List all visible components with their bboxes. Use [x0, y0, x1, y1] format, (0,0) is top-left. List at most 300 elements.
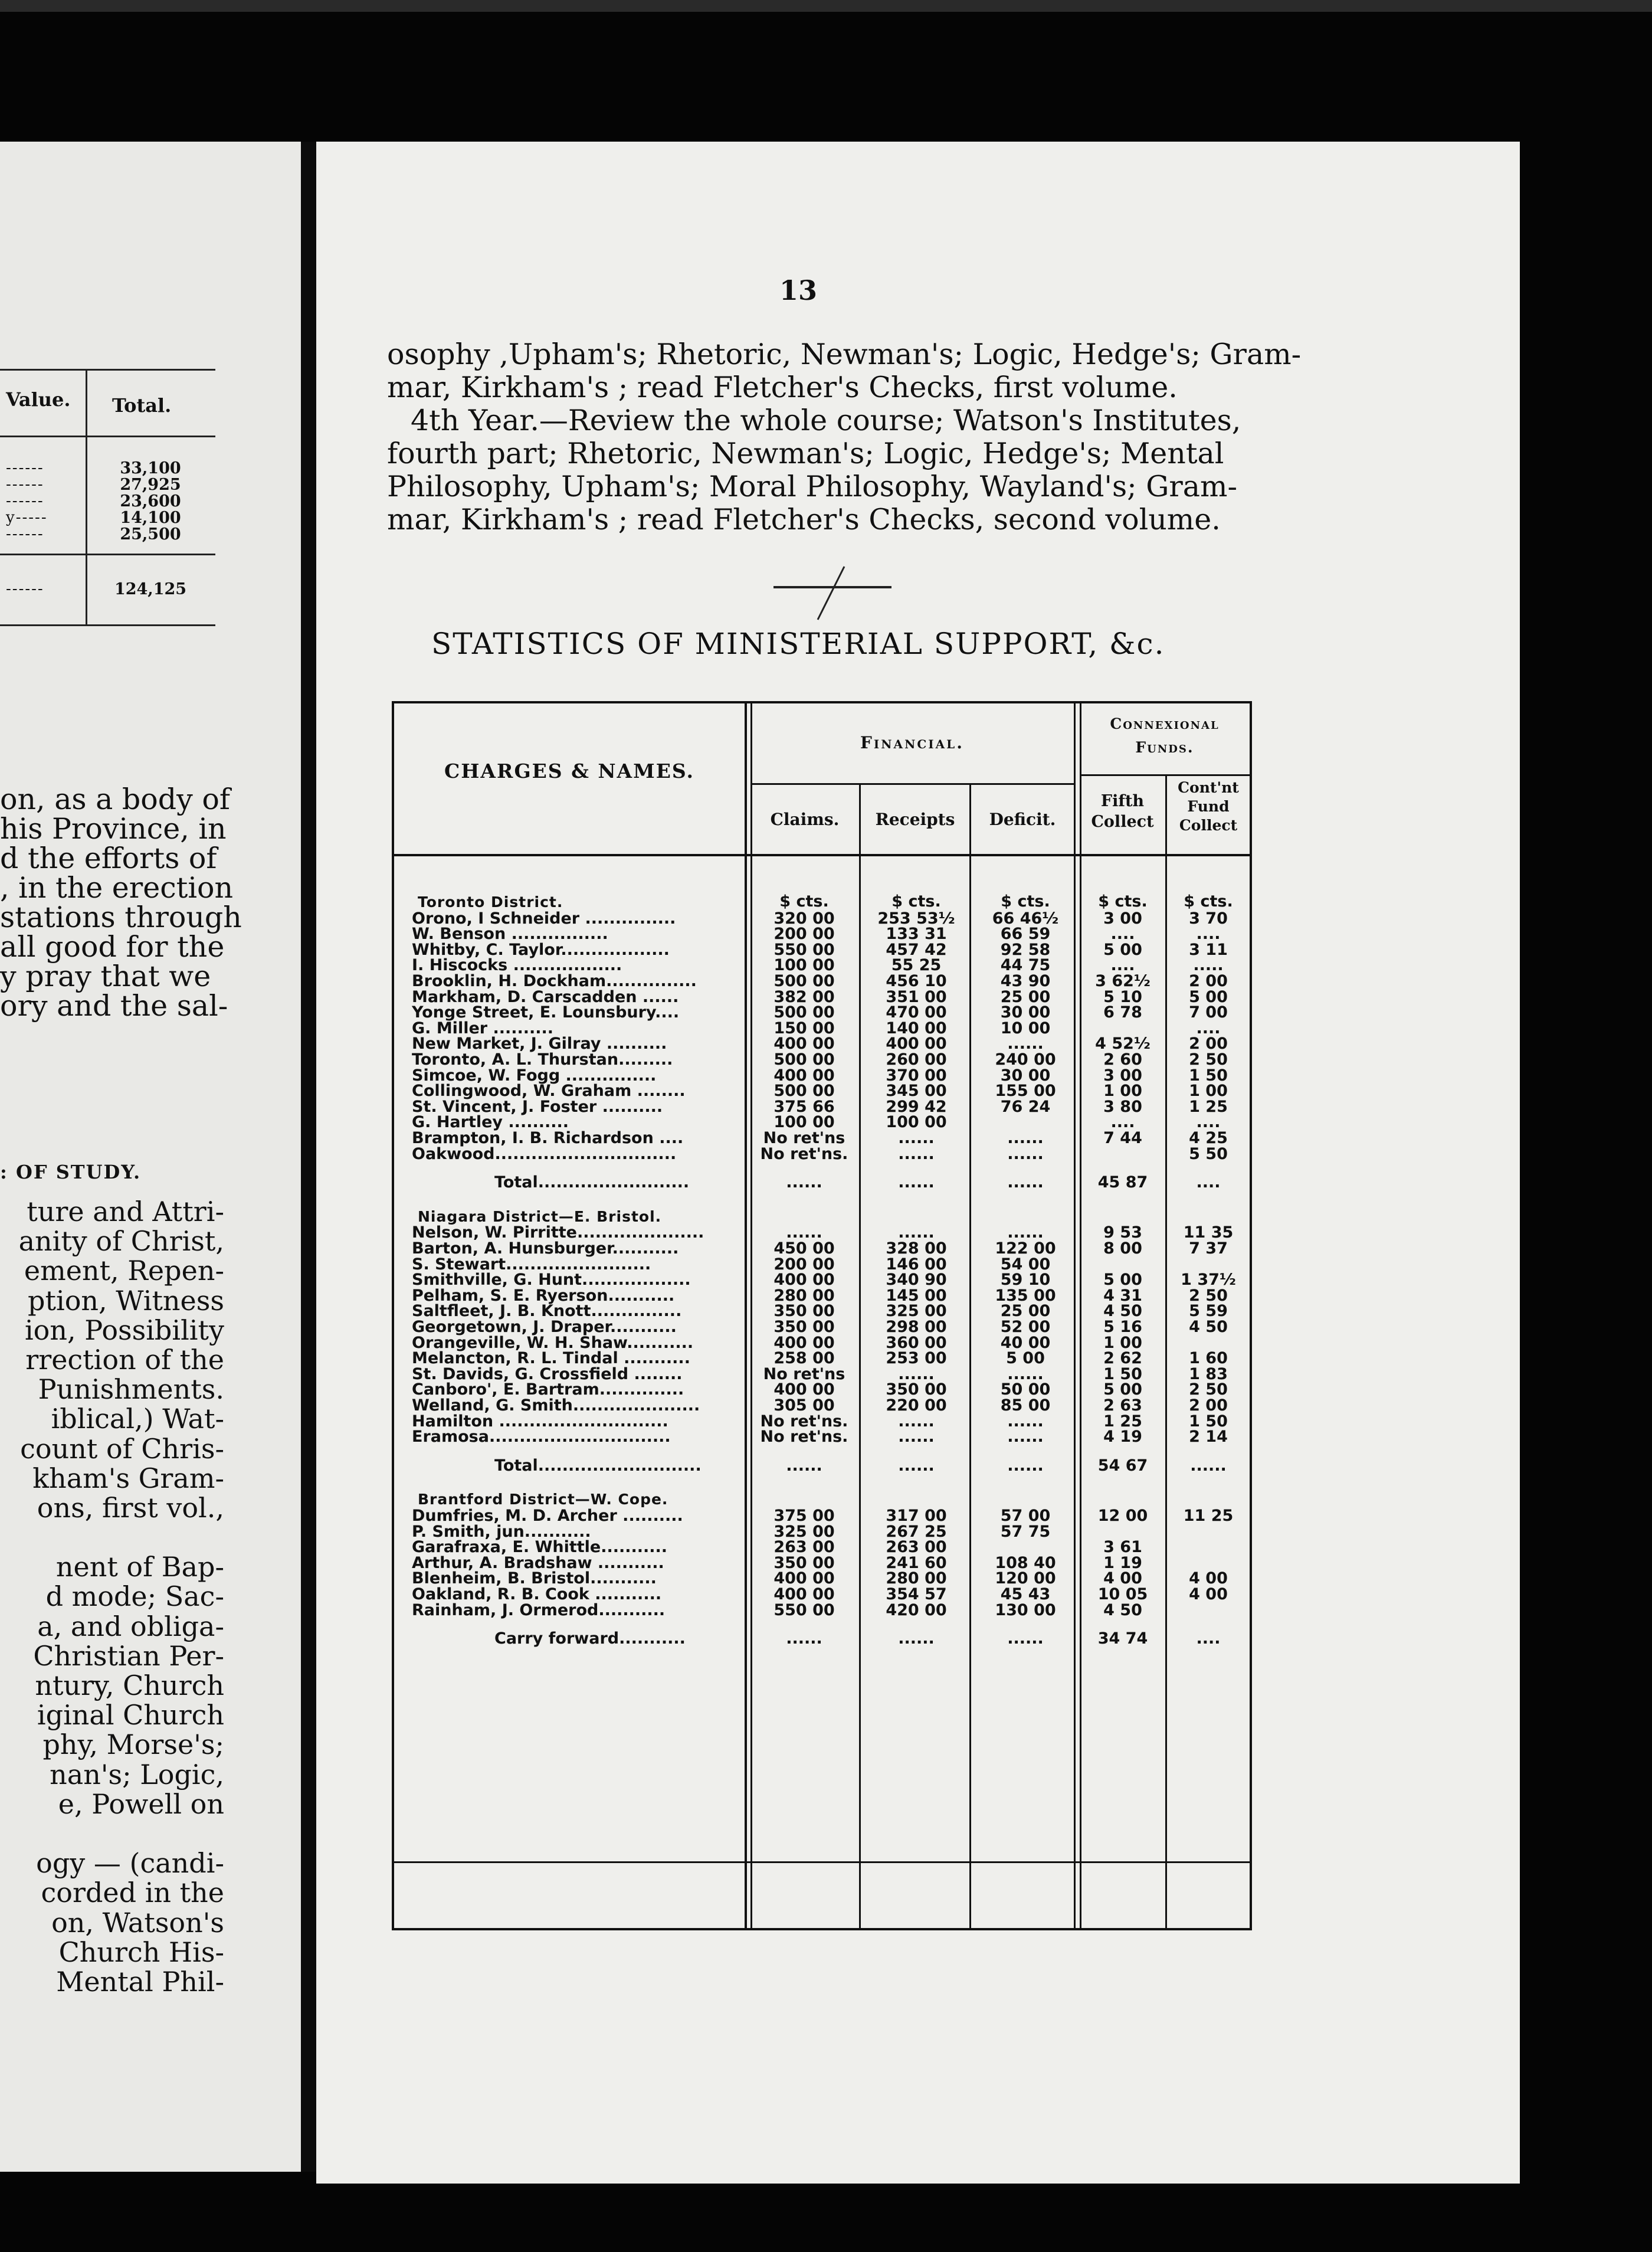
fifth-collect-cell: 5 00: [1103, 1271, 1142, 1289]
total-row: [394, 1629, 1250, 1648]
table-row: [394, 925, 1250, 944]
charge-name: W. Benson ................: [412, 925, 608, 944]
receipts-cell: ......: [898, 1428, 935, 1446]
deficit-cell: 40 00: [1000, 1333, 1051, 1352]
claims-cell: 400 00: [773, 1271, 835, 1289]
claims-cell: 320 00: [773, 909, 835, 928]
charge-name: Canboro', E. Bartram..............: [412, 1380, 684, 1399]
claims-cell: 400 00: [773, 1569, 835, 1588]
contingent-fund-cell: 3 70: [1189, 909, 1228, 928]
left-row-value: ------: [6, 525, 44, 543]
deficit-cell: ......: [1007, 1364, 1044, 1383]
left-study-line: nan's; Logic,: [50, 1758, 224, 1791]
claims-cell: 350 00: [773, 1302, 835, 1321]
fifth-collect-cell: ....: [1110, 956, 1135, 975]
fifth-collect-cell: 1 25: [1103, 1412, 1142, 1431]
contingent-fund-cell: 1 83: [1189, 1364, 1228, 1383]
deficit-cell: 122 00: [995, 1239, 1056, 1258]
receipts-cell: 55 25: [891, 956, 942, 975]
receipts-cell: 280 00: [886, 1569, 947, 1588]
claims-header: Claims.: [770, 810, 840, 829]
fifth-collect-cell: ....: [1110, 1113, 1135, 1132]
contingent-fund-header-2: Fund: [1187, 798, 1230, 815]
charge-name: Melancton, R. L. Tindal ...........: [412, 1349, 690, 1368]
claims-cell: 305 00: [773, 1396, 835, 1415]
contingent-fund-cell: 2 00: [1189, 1035, 1228, 1053]
receipts-cell: 354 57: [886, 1585, 947, 1603]
receipts-cell: 298 00: [886, 1318, 947, 1336]
left-study-line: anity of Christ,: [18, 1225, 224, 1258]
table-row: [394, 988, 1250, 1004]
charge-name: St. Vincent, J. Foster ..........: [412, 1097, 663, 1116]
fifth-collect-cell: ....: [1110, 925, 1135, 944]
table-row: [394, 1396, 1250, 1415]
table-row: [394, 1554, 1250, 1570]
table-row: [394, 1019, 1250, 1035]
charge-name: Orono, I Schneider ...............: [412, 909, 676, 928]
charge-name: Brampton, I. B. Richardson ....: [412, 1129, 684, 1147]
charge-name: Brooklin, H. Dockham...............: [412, 972, 697, 990]
fifth-collect-cell: 8 00: [1103, 1239, 1142, 1258]
left-study-line: ion, Possibility: [24, 1314, 224, 1346]
contingent-fund-cell: .....: [1193, 956, 1224, 975]
receipts-cell: 340 90: [886, 1271, 947, 1289]
deficit-cell: 57 00: [1000, 1507, 1051, 1525]
deficit-header: Deficit.: [989, 810, 1056, 829]
deficit-cell: ......: [1007, 1629, 1044, 1648]
contingent-fund-cell: 1 50: [1189, 1412, 1228, 1431]
left-table-divider: [86, 371, 87, 624]
deficit-cell: 43 90: [1000, 972, 1051, 990]
deficit-cell: 66 59: [1000, 925, 1051, 944]
deficit-cell: 10 00: [1000, 1019, 1051, 1037]
receipts-cell: ......: [898, 1364, 935, 1383]
table-row: [394, 1082, 1250, 1101]
receipts-header: Receipts: [875, 810, 955, 829]
deficit-cell: 25 00: [1000, 1302, 1051, 1321]
receipts-cell: ......: [898, 1456, 935, 1475]
table-row: [394, 1066, 1250, 1085]
claims-cell: 200 00: [773, 925, 835, 944]
deficit-cell: 76 24: [1000, 1097, 1051, 1116]
claims-cell: 100 00: [773, 956, 835, 975]
deficit-cell: 66 46½: [992, 909, 1059, 928]
receipts-cell: 325 00: [886, 1302, 947, 1321]
contingent-fund-cell: ....: [1196, 1113, 1221, 1132]
table-row: [394, 1286, 1250, 1305]
receipts-cell: 350 00: [886, 1380, 947, 1399]
left-text-line: ory and the sal-: [0, 989, 228, 1023]
connexional-header: Connexional: [1110, 715, 1220, 732]
claims-cell: 375 66: [773, 1097, 835, 1116]
charge-name: Smithville, G. Hunt..................: [412, 1271, 691, 1289]
charge-name: Total.........................: [494, 1173, 690, 1192]
claims-cell: No ret'ns: [763, 1129, 845, 1147]
left-row-total: 23,600: [120, 492, 181, 510]
left-study-line: [0, 1524, 224, 1553]
receipts-cell: 267 25: [886, 1522, 947, 1541]
contingent-fund-cell: 2 00: [1189, 1396, 1228, 1415]
contingent-fund-cell: 4 00: [1189, 1569, 1228, 1588]
left-text-line: on, as a body of: [0, 783, 231, 816]
contingent-fund-cell: 1 50: [1189, 1066, 1228, 1085]
charge-name: St. Davids, G. Crossfield ........: [412, 1364, 683, 1383]
receipts-cell: 133 31: [886, 925, 947, 944]
claims-cell: 382 00: [773, 987, 835, 1006]
table-row: [394, 1255, 1250, 1274]
deficit-cell: 135 00: [995, 1286, 1056, 1305]
receipts-cell: 260 00: [886, 1050, 947, 1069]
charge-name: New Market, J. Gilray ..........: [412, 1035, 667, 1053]
fifth-collect-cell: 4 31: [1103, 1286, 1142, 1305]
charge-name: Pelham, S. E. Ryerson...........: [412, 1286, 675, 1305]
table-row: [394, 1318, 1250, 1334]
left-paragraph: [0, 783, 242, 1023]
total-row: [394, 1173, 1250, 1192]
receipts-cell: 145 00: [886, 1286, 947, 1305]
course-paragraph: [387, 338, 1302, 536]
fifth-collect-cell: 1 00: [1103, 1333, 1142, 1352]
charge-name: Hamilton ............................: [412, 1412, 668, 1431]
charge-name: P. Smith, jun...........: [412, 1522, 591, 1541]
charge-name: Simcoe, W. Fogg ...............: [412, 1066, 657, 1085]
contingent-fund-cell: 1 00: [1189, 1082, 1228, 1101]
charge-name: Rainham, J. Ormerod...........: [412, 1600, 666, 1619]
left-study-line: Punishments.: [38, 1373, 224, 1406]
claims-cell: 400 00: [773, 1066, 835, 1085]
contingent-fund-cell: 2 00: [1189, 972, 1228, 990]
table-row: [394, 1380, 1250, 1399]
charges-names-header: CHARGES & NAMES.: [444, 760, 694, 783]
contingent-fund-cell: 2 50: [1189, 1050, 1228, 1069]
district-row: [394, 1491, 1250, 1507]
charge-name: Oakwood..............................: [412, 1144, 677, 1163]
charge-name: Welland, G. Smith.....................: [412, 1396, 700, 1415]
left-row-total: 25,500: [120, 525, 181, 544]
table-row: [394, 1003, 1250, 1022]
charge-name: G. Hartley ..........: [412, 1113, 569, 1132]
value-header: Value.: [6, 388, 71, 411]
left-study-line: ption, Witness: [28, 1284, 224, 1317]
left-text-line: , in the erection: [0, 871, 234, 905]
table-row: [394, 972, 1250, 988]
deficit-cell: 108 40: [995, 1553, 1056, 1572]
receipts-cell: 146 00: [886, 1255, 947, 1274]
receipts-cell: 420 00: [886, 1600, 947, 1619]
row-rule: [1080, 774, 1250, 776]
contingent-fund-cell: 5 59: [1189, 1302, 1228, 1321]
contingent-fund-cell: ....: [1196, 1629, 1221, 1648]
deficit-cell: 57 75: [1000, 1522, 1051, 1541]
left-study-line: rrection of the: [25, 1343, 224, 1376]
receipts-cell: 328 00: [886, 1239, 947, 1258]
contingent-fund-header-3: Collect: [1179, 817, 1238, 834]
contingent-fund-cell: 3 11: [1189, 940, 1228, 959]
table-row: [394, 1569, 1250, 1588]
fifth-collect-cell: 2 62: [1103, 1349, 1142, 1368]
receipts-cell: ......: [898, 1173, 935, 1192]
left-study-line: iblical,) Wat-: [51, 1403, 224, 1435]
fifth-collect-header-2: Collect: [1091, 813, 1154, 831]
deficit-cell: ......: [1007, 1456, 1044, 1475]
contingent-fund-cell: ....: [1196, 925, 1221, 944]
fifth-collect-cell: 3 00: [1103, 909, 1142, 928]
fifth-collect-cell: 45 87: [1097, 1173, 1148, 1192]
left-study-line: iginal Church: [37, 1699, 224, 1731]
deficit-cell: 30 00: [1000, 1003, 1051, 1022]
left-row-total: 14,100: [120, 509, 181, 527]
receipts-cell: 351 00: [886, 987, 947, 1006]
receipts-cell: 360 00: [886, 1333, 947, 1352]
fifth-collect-cell: 4 19: [1103, 1428, 1142, 1446]
receipts-cell: ......: [898, 1412, 935, 1431]
claims-cell: 350 00: [773, 1318, 835, 1336]
table-row: [394, 1271, 1250, 1287]
fifth-collect-cell: 3 61: [1103, 1538, 1142, 1557]
table-row: [394, 1334, 1250, 1350]
left-study-line: on, Watson's: [51, 1906, 224, 1939]
contnt-unit: $ cts.: [1184, 892, 1233, 911]
deficit-cell: 85 00: [1000, 1396, 1051, 1415]
district-row: [394, 893, 1250, 909]
table-row: [394, 1601, 1250, 1617]
top-edge: [0, 0, 1652, 12]
paragraph-line: mar, Kirkham's ; read Fletcher's Checks, first volume.: [387, 371, 1178, 404]
fifth-collect-cell: 5 10: [1103, 987, 1142, 1006]
left-text-line: all good for the: [0, 930, 225, 964]
deficit-cell: 240 00: [995, 1050, 1056, 1069]
receipts-cell: 400 00: [886, 1035, 947, 1053]
charge-name: G. Miller ..........: [412, 1019, 554, 1037]
claims-cell: 550 00: [773, 1600, 835, 1619]
left-study-line: Mental Phil-: [56, 1965, 224, 1998]
charge-name: Total...........................: [494, 1456, 702, 1475]
paragraph-line: mar, Kirkham's ; read Fletcher's Checks, second volume.: [387, 503, 1221, 536]
fifth-collect-cell: 4 52½: [1095, 1035, 1150, 1053]
left-row-value: ------: [6, 476, 44, 493]
table-row: [394, 956, 1250, 975]
fifth-collect-cell: 1 50: [1103, 1364, 1142, 1383]
charge-name: Carry forward...........: [494, 1629, 686, 1648]
table-row: [394, 1538, 1250, 1557]
receipts-cell: 253 00: [886, 1349, 947, 1368]
left-study-line: ons, first vol.,: [37, 1491, 224, 1524]
charge-name: Whitby, C. Taylor..................: [412, 940, 670, 959]
receipts-cell: 299 42: [886, 1097, 947, 1116]
contingent-fund-cell: 2 50: [1189, 1286, 1228, 1305]
left-row-value: ------: [6, 492, 44, 510]
deficit-cell: 5 00: [1006, 1349, 1045, 1368]
charge-name: Yonge Street, E. Lounsbury....: [412, 1003, 680, 1022]
claims-cell: 400 00: [773, 1380, 835, 1399]
left-study-line: Church His-: [58, 1936, 224, 1968]
table-row: [394, 1098, 1250, 1114]
charge-name: Garafraxa, E. Whittle...........: [412, 1538, 668, 1557]
claims-cell: 200 00: [773, 1255, 835, 1274]
left-row-total: 33,100: [120, 459, 181, 477]
fifth-collect-cell: 3 80: [1103, 1097, 1142, 1116]
deficit-cell: 25 00: [1000, 987, 1051, 1006]
claims-cell: 325 00: [773, 1522, 835, 1541]
table-title: STATISTICS OF MINISTERIAL SUPPORT, &c.: [431, 627, 1165, 661]
claims-cell: 500 00: [773, 972, 835, 990]
district-row: [394, 1208, 1250, 1224]
total-header: Total.: [112, 394, 172, 417]
charge-name: Saltfleet, J. B. Knott...............: [412, 1302, 682, 1321]
statistics-table: [392, 701, 1252, 1930]
table-row: [394, 1223, 1250, 1242]
receipts-cell: 370 00: [886, 1066, 947, 1085]
fifth-collect-cell: 5 00: [1103, 940, 1142, 959]
fifth-collect-cell: 5 16: [1103, 1318, 1142, 1336]
left-row-total: 27,925: [120, 476, 181, 494]
table-row: [394, 1523, 1250, 1539]
left-row-value: ------: [6, 459, 44, 477]
right-page: [316, 142, 1520, 2184]
left-table-sum-line: [0, 554, 215, 555]
charge-name: Barton, A. Hunsburger...........: [412, 1239, 679, 1258]
left-study-line: d mode; Sac-: [45, 1580, 224, 1613]
receipts-cell: ......: [898, 1223, 935, 1242]
left-page: [0, 142, 307, 2172]
left-study-line: e, Powell on: [58, 1788, 224, 1820]
left-sum-total: 124,125: [114, 580, 187, 598]
fifth-collect-cell: 10 05: [1097, 1585, 1148, 1603]
claims-cell: No ret'ns.: [760, 1144, 848, 1163]
claims-cell: 280 00: [773, 1286, 835, 1305]
fifth-collect-cell: 34 74: [1097, 1629, 1148, 1648]
claims-cell: 550 00: [773, 940, 835, 959]
left-table-header: [0, 371, 215, 437]
left-text-line: his Province, in: [0, 812, 227, 846]
deficit-cell: 155 00: [995, 1082, 1056, 1101]
charge-name: Nelson, W. Pirritte.....................: [412, 1223, 704, 1242]
left-study-line: ture and Attri-: [27, 1196, 224, 1228]
funds-header: Funds.: [1135, 739, 1194, 756]
charge-name: Toronto District.: [418, 893, 563, 911]
claims-cell: No ret'ns.: [760, 1412, 848, 1431]
left-text-line: d the efforts of: [0, 842, 217, 875]
deficit-cell: 45 43: [1000, 1585, 1051, 1603]
fifth-collect-cell: 4 50: [1103, 1302, 1142, 1321]
claims-cell: 350 00: [773, 1553, 835, 1572]
receipts-cell: 457 42: [886, 940, 947, 959]
left-study-line: ntury, Church: [35, 1670, 224, 1701]
contingent-fund-cell: 11 35: [1183, 1223, 1234, 1242]
charge-name: Dumfries, M. D. Archer ..........: [412, 1507, 683, 1525]
fifth-collect-cell: 4 00: [1103, 1569, 1142, 1588]
deficit-cell: 130 00: [995, 1600, 1056, 1619]
contingent-fund-cell: 1 37½: [1181, 1271, 1236, 1289]
fifth-collect-cell: 1 00: [1103, 1082, 1142, 1101]
contingent-fund-cell: 4 00: [1189, 1585, 1228, 1603]
deficit-cell: ......: [1007, 1428, 1044, 1446]
claims-cell: 258 00: [773, 1349, 835, 1368]
left-study-text: [0, 1198, 224, 1998]
contingent-fund-cell: 7 00: [1189, 1003, 1228, 1022]
deficit-cell: 52 00: [1000, 1318, 1051, 1336]
fifth-unit: $ cts.: [1098, 892, 1148, 911]
table-row: [394, 1050, 1250, 1069]
charge-name: Oakland, R. B. Cook ...........: [412, 1585, 662, 1603]
contingent-fund-cell: 11 25: [1183, 1507, 1234, 1525]
receipts-cell: 140 00: [886, 1019, 947, 1037]
page-number: 13: [779, 274, 818, 306]
deficit-cell: 54 00: [1000, 1255, 1051, 1274]
charge-name: Arthur, A. Bradshaw ...........: [412, 1553, 664, 1572]
receipts-cell: 470 00: [886, 1003, 947, 1022]
left-study-line: kham's Gram-: [32, 1462, 224, 1494]
fifth-collect-cell: 2 60: [1103, 1050, 1142, 1069]
receipts-cell: 220 00: [886, 1396, 947, 1415]
contingent-fund-cell: ......: [1190, 1456, 1227, 1475]
fifth-collect-cell: 6 78: [1103, 1003, 1142, 1022]
receipts-cell: 241 60: [886, 1553, 947, 1572]
fifth-collect-header: Fifth: [1100, 792, 1145, 810]
claims-cell: 500 00: [773, 1050, 835, 1069]
left-study-line: nent of Bap-: [55, 1551, 224, 1583]
receipts-cell: 456 10: [886, 972, 947, 990]
table-row: [394, 1113, 1250, 1132]
claims-cell: 450 00: [773, 1239, 835, 1258]
fifth-collect-cell: 7 44: [1103, 1129, 1142, 1147]
left-sum-value: ------: [6, 580, 44, 598]
deficit-cell: ......: [1007, 1144, 1044, 1163]
deficit-cell: 44 75: [1000, 956, 1051, 975]
left-study-line: corded in the: [41, 1877, 224, 1909]
paragraph-line: fourth part; Rhetoric, Newman's; Logic, Hedge's; Mental: [387, 437, 1224, 470]
contingent-fund-cell: ....: [1196, 1173, 1221, 1192]
claims-cell: 263 00: [773, 1538, 835, 1557]
left-study-line: [0, 1820, 224, 1850]
table-row: [394, 1145, 1250, 1161]
claims-cell: 150 00: [773, 1019, 835, 1037]
claims-cell: No ret'ns: [763, 1364, 845, 1383]
fifth-collect-cell: 4 50: [1103, 1600, 1142, 1619]
contingent-fund-cell: ....: [1196, 1019, 1221, 1037]
table-row: [394, 1302, 1250, 1321]
fifth-collect-cell: 54 67: [1097, 1456, 1148, 1475]
claims-cell: ......: [786, 1629, 822, 1648]
fifth-collect-cell: 3 00: [1103, 1066, 1142, 1085]
charge-name: Toronto, A. L. Thurstan.........: [412, 1050, 673, 1069]
table-row: [394, 909, 1250, 928]
table-row: [394, 1412, 1250, 1431]
table-row: [394, 1239, 1250, 1258]
charge-name: Brantford District—W. Cope.: [418, 1491, 668, 1508]
row-rule: [750, 783, 1074, 785]
paragraph-line: 4th Year.—Review the whole course; Watson's Institutes,: [411, 404, 1241, 437]
row-rule: [394, 1861, 1250, 1863]
left-study-line: ogy — (candi-: [36, 1847, 224, 1880]
deficit-cell: ......: [1007, 1129, 1044, 1147]
table-row: [394, 941, 1250, 957]
table-row: [394, 1035, 1250, 1053]
charge-name: Orangeville, W. H. Shaw...........: [412, 1333, 694, 1352]
claims-cell: 500 00: [773, 1082, 835, 1101]
table-row: [394, 1129, 1250, 1145]
claims-cell: ......: [786, 1173, 822, 1192]
receipts-cell: 253 53½: [877, 909, 955, 928]
claims-cell: No ret'ns.: [760, 1428, 848, 1446]
claims-cell: ......: [786, 1456, 822, 1475]
charge-name: Blenheim, B. Bristol...........: [412, 1569, 657, 1588]
paragraph-line: Philosophy, Upham's; Moral Philosophy, Wayland's; Gram-: [387, 470, 1238, 503]
contingent-fund-cell: 4 25: [1189, 1129, 1228, 1147]
left-text-line: stations through: [0, 901, 242, 934]
left-study-line: Christian Per-: [33, 1639, 224, 1672]
left-study-line: count of Chris-: [20, 1432, 224, 1465]
